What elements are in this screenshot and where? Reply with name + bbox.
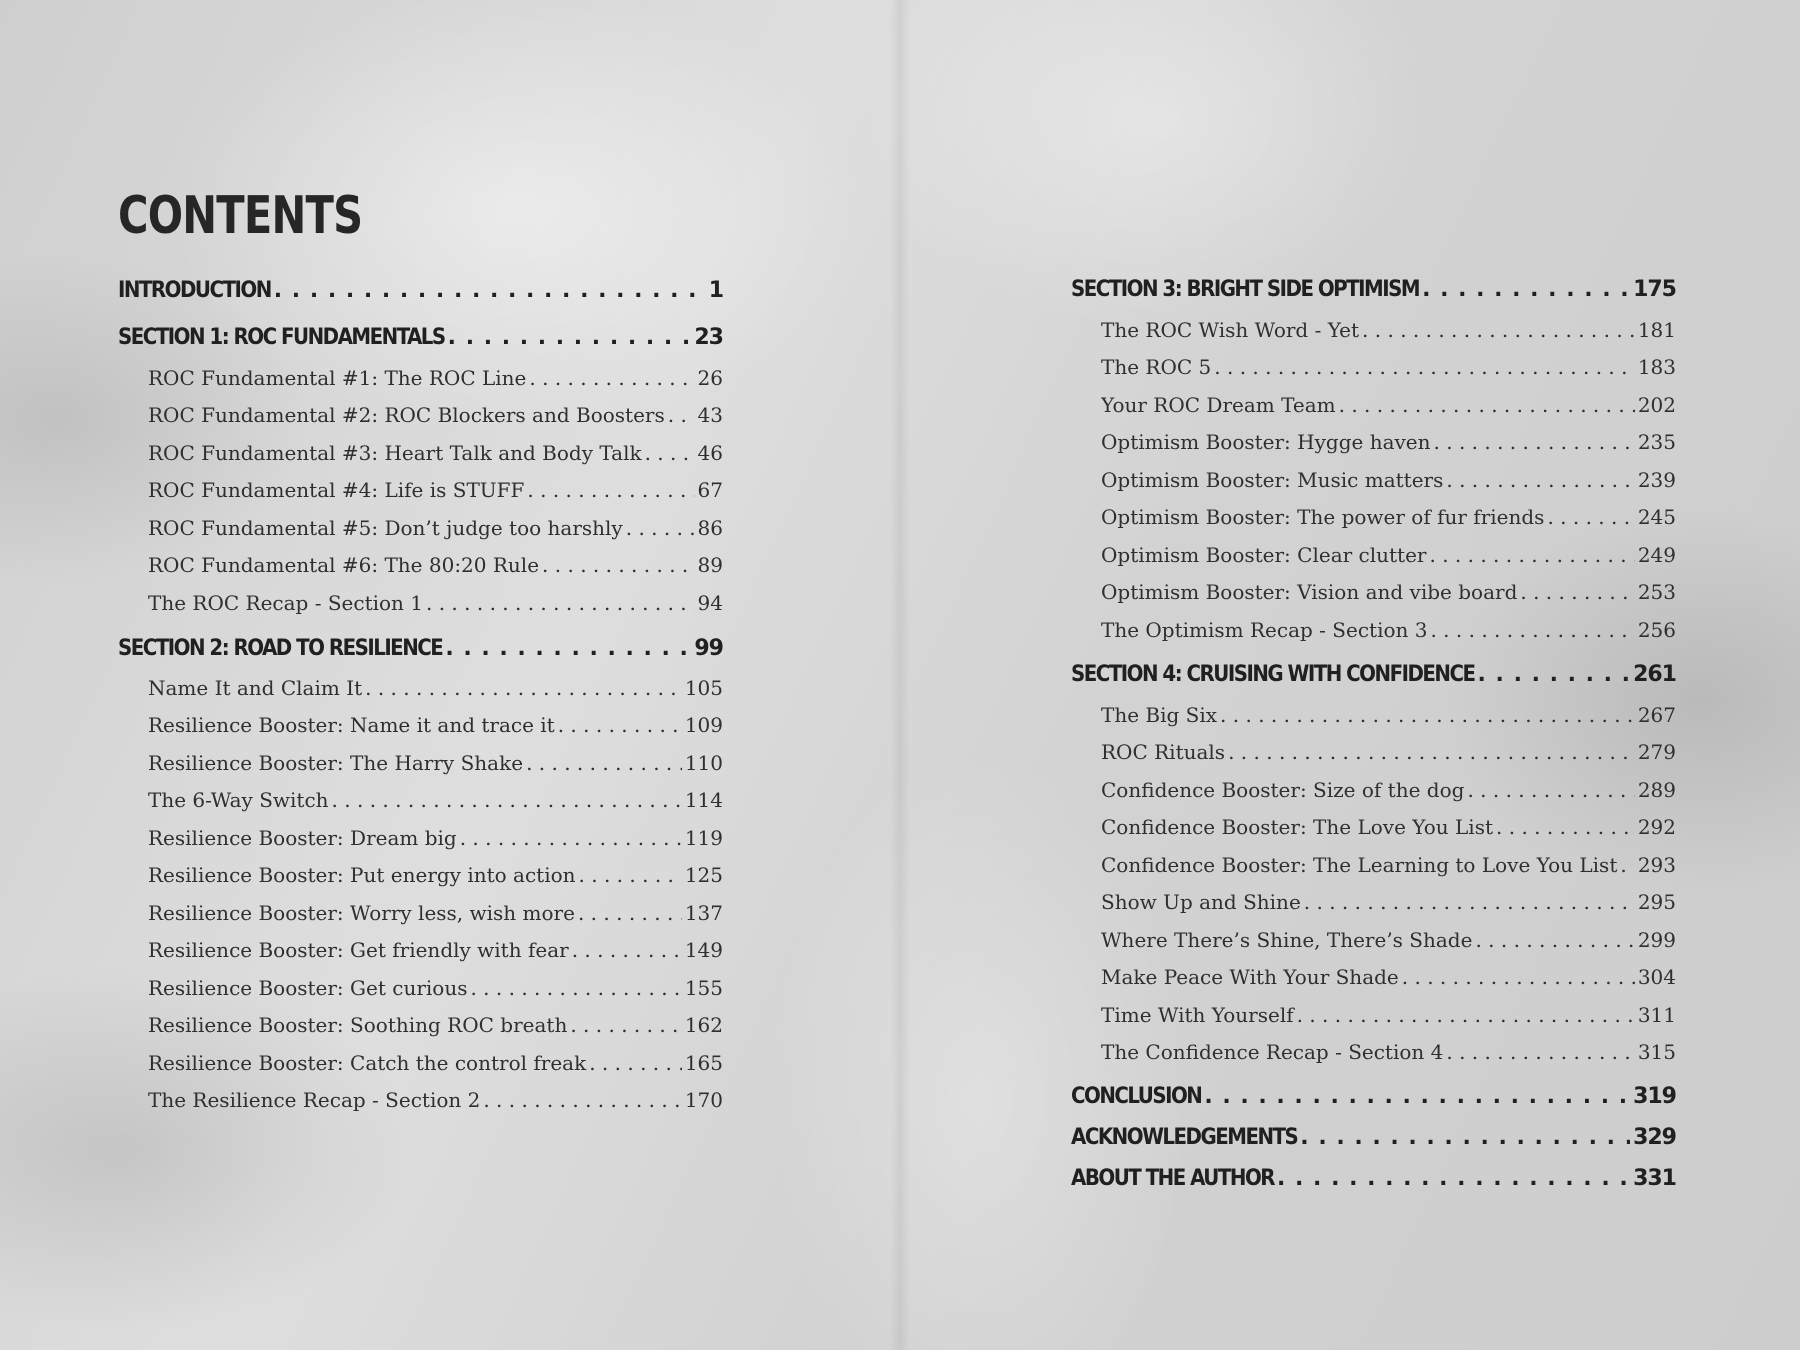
toc-page-number: 109 (684, 713, 723, 737)
dot-leader (1422, 276, 1630, 304)
dot-leader (365, 675, 682, 701)
dot-leader (1429, 542, 1634, 568)
toc-page-number: 249 (1637, 543, 1676, 567)
toc-entry-title: Optimism Booster: Hygge haven (1101, 430, 1431, 454)
toc-entry-title: Make Peace With Your Shade (1101, 965, 1399, 989)
toc-entry (148, 590, 723, 616)
toc-entry-title: The Confidence Recap - Section 4 (1101, 1040, 1444, 1064)
toc-entry-title: Resilience Booster: Get friendly with fear (148, 938, 569, 962)
toc-entry-title: ROC Fundamental #4: Life is STUFF (148, 478, 525, 502)
toc-page-number: 137 (684, 901, 723, 925)
toc-entry-title: Confidence Booster: Size of the dog (1101, 778, 1465, 802)
dot-leader (1446, 467, 1634, 493)
toc-entry (148, 900, 723, 926)
toc-page-number: 202 (1637, 393, 1676, 417)
dot-leader (1520, 579, 1634, 605)
toc-page-number: 239 (1637, 468, 1676, 492)
toc-page-number: 304 (1637, 965, 1676, 989)
dot-leader (1620, 852, 1634, 878)
toc-entry-title: Name It and Claim It (148, 676, 363, 700)
toc-section-entry (1071, 661, 1676, 689)
toc-page-number: 253 (1637, 580, 1676, 604)
toc-page-number: 165 (684, 1051, 723, 1075)
toc-entry-title: The Optimism Recap - Section 3 (1101, 618, 1428, 642)
toc-page-number: 99 (694, 636, 723, 661)
toc-entry (148, 1050, 723, 1076)
dot-leader (1300, 1124, 1630, 1152)
toc-entry-title: The 6-Way Switch (148, 788, 329, 812)
dot-leader (526, 750, 682, 776)
toc-entry-title: SECTION 1: ROC FUNDAMENTALS (118, 325, 445, 350)
toc-entry (1101, 1039, 1676, 1065)
dot-leader (1496, 814, 1635, 840)
toc-entry (1101, 429, 1676, 455)
dot-leader (1339, 392, 1635, 418)
toc-entry (148, 1012, 723, 1038)
toc-page-number: 289 (1637, 778, 1676, 802)
toc-entry (148, 477, 723, 503)
toc-page-number: 267 (1637, 703, 1676, 727)
toc-entry-title: CONCLUSION (1071, 1084, 1202, 1109)
toc-entry-title: Your ROC Dream Team (1101, 393, 1336, 417)
toc-entry-title: Resilience Booster: Catch the control freak (148, 1051, 587, 1075)
toc-entry (1101, 392, 1676, 418)
toc-section-entry (1071, 276, 1676, 304)
toc-entry-title: Resilience Booster: Get curious (148, 976, 468, 1000)
toc-entry-title: Confidence Booster: The Love You List (1101, 815, 1494, 839)
toc-page-number: 256 (1637, 618, 1676, 642)
dot-leader (1446, 1039, 1634, 1065)
toc-page-number: 261 (1633, 662, 1676, 687)
toc-entry (148, 937, 723, 963)
toc-page-number: 94 (697, 591, 723, 615)
dot-leader (470, 975, 681, 1001)
toc-entry (148, 552, 723, 578)
toc-entry-title: The ROC Recap - Section 1 (148, 591, 423, 615)
toc-page-number: 235 (1637, 430, 1676, 454)
toc-page-number: 292 (1637, 815, 1676, 839)
toc-page-number: 119 (684, 826, 723, 850)
toc-page-number: 46 (697, 441, 723, 465)
toc-page-number: 181 (1637, 318, 1676, 342)
toc-entry-title: Where There’s Shine, There’s Shade (1101, 928, 1473, 952)
dot-leader (668, 402, 695, 428)
toc-page-number: 245 (1637, 505, 1676, 529)
toc-entry-title: Optimism Booster: Vision and vibe board (1101, 580, 1518, 604)
toc-entry-title: ROC Fundamental #3: Heart Talk and Body Talk (148, 441, 642, 465)
toc-entry (1101, 777, 1676, 803)
toc-entry-title: SECTION 3: BRIGHT SIDE OPTIMISM (1071, 277, 1420, 302)
toc-entry (1101, 702, 1676, 728)
toc-entry-title: Optimism Booster: The power of fur friends (1101, 505, 1545, 529)
toc-page-number: 170 (684, 1088, 723, 1112)
toc-page-number: 183 (1637, 355, 1676, 379)
dot-leader (483, 1087, 681, 1113)
toc-entry (1101, 739, 1676, 765)
toc-entry (1101, 317, 1676, 343)
toc-entry (148, 440, 723, 466)
toc-entry-title: Resilience Booster: Dream big (148, 826, 457, 850)
dot-leader (460, 825, 682, 851)
toc-entry-title: ROC Fundamental #5: Don’t judge too harshly (148, 516, 623, 540)
dot-leader (529, 365, 694, 391)
toc-page-number: 105 (684, 676, 723, 700)
toc-entry (148, 787, 723, 813)
dot-leader (542, 552, 695, 578)
toc-entry-title: Optimism Booster: Music matters (1101, 468, 1444, 492)
toc-page-number: 293 (1637, 853, 1676, 877)
toc-page-number: 331 (1633, 1166, 1676, 1191)
dot-leader (1220, 702, 1635, 728)
dot-leader (274, 277, 706, 305)
dot-leader (1478, 661, 1631, 689)
dot-leader (578, 900, 682, 926)
dot-leader (1434, 429, 1635, 455)
toc-page-number: 279 (1637, 740, 1676, 764)
dot-leader (589, 1050, 682, 1076)
dot-leader (1467, 777, 1634, 803)
toc-page-number: 89 (697, 553, 723, 577)
toc-page-number: 114 (684, 788, 723, 812)
toc-page-number: 329 (1633, 1125, 1676, 1150)
toc-entry-title: ROC Fundamental #6: The 80:20 Rule (148, 553, 540, 577)
toc-entry (148, 825, 723, 851)
toc-entry (1101, 504, 1676, 530)
page-title: CONTENTS (118, 186, 363, 246)
toc-entry-title: Resilience Booster: Put energy into action (148, 863, 576, 887)
dot-leader (1277, 1165, 1630, 1193)
dot-leader (527, 477, 694, 503)
toc-entry-title: SECTION 4: CRUISING WITH CONFIDENCE (1071, 662, 1475, 687)
toc-page-number: 311 (1637, 1003, 1676, 1027)
dot-leader (626, 515, 695, 541)
toc-entry-title: Time With Yourself (1101, 1003, 1294, 1027)
toc-entry (148, 750, 723, 776)
toc-page-number: 319 (1633, 1084, 1676, 1109)
toc-entry (1101, 617, 1676, 643)
toc-page-number: 162 (684, 1013, 723, 1037)
dot-leader (1228, 739, 1635, 765)
dot-leader (1304, 889, 1635, 915)
toc-entry-title: The Big Six (1101, 703, 1218, 727)
dot-leader (1297, 1002, 1635, 1028)
toc-entry (148, 402, 723, 428)
toc-page-number: 149 (684, 938, 723, 962)
toc-entry (1101, 579, 1676, 605)
toc-entry (1101, 542, 1676, 568)
toc-page-number: 110 (684, 751, 723, 775)
toc-entry (148, 515, 723, 541)
toc-page-number: 299 (1637, 928, 1676, 952)
toc-page-number: 67 (697, 478, 723, 502)
dot-leader (448, 324, 692, 352)
toc-entry-title: Resilience Booster: Worry less, wish more (148, 901, 575, 925)
toc-entry (1101, 467, 1676, 493)
dot-leader (1475, 927, 1634, 953)
toc-section-entry (118, 277, 723, 305)
toc-page-number: 23 (694, 325, 723, 350)
dot-leader (570, 1012, 681, 1038)
toc-entry (1101, 964, 1676, 990)
toc-page-number: 43 (697, 403, 723, 427)
dot-leader (1402, 964, 1635, 990)
toc-entry (148, 862, 723, 888)
dot-leader (645, 440, 695, 466)
dot-leader (1430, 617, 1634, 643)
toc-entry-title: Confidence Booster: The Learning to Love You List (1101, 853, 1618, 877)
toc-entry (1101, 1002, 1676, 1028)
toc-entry (148, 975, 723, 1001)
toc-entry-title: ROC Fundamental #2: ROC Blockers and Boosters (148, 403, 665, 427)
toc-entry (1101, 814, 1676, 840)
toc-section-entry (1071, 1165, 1676, 1193)
toc-section-entry (1071, 1083, 1676, 1111)
toc-entry-title: The ROC Wish Word - Yet (1101, 318, 1360, 342)
toc-entry-title: The ROC 5 (1101, 355, 1212, 379)
toc-entry-title: ABOUT THE AUTHOR (1071, 1166, 1275, 1191)
toc-page-number: 295 (1637, 890, 1676, 914)
toc-entry (1101, 852, 1676, 878)
toc-page-number: 125 (684, 863, 723, 887)
toc-page-number: 175 (1633, 277, 1676, 302)
dot-leader (558, 712, 682, 738)
page-gutter (890, 0, 910, 1350)
toc-page-number: 1 (708, 278, 723, 303)
toc-page-number: 155 (684, 976, 723, 1000)
toc-entry-title: The Resilience Recap - Section 2 (148, 1088, 481, 1112)
toc-page-number: 26 (697, 366, 723, 390)
toc-entry (1101, 889, 1676, 915)
toc-entry-title: Resilience Booster: Name it and trace it (148, 713, 555, 737)
toc-entry (1101, 354, 1676, 380)
dot-leader (1547, 504, 1634, 530)
dot-leader (1362, 317, 1635, 343)
toc-entry-title: Optimism Booster: Clear clutter (1101, 543, 1427, 567)
dot-leader (579, 862, 682, 888)
toc-section-entry (1071, 1124, 1676, 1152)
toc-section-entry (118, 324, 723, 352)
toc-entry-title: Resilience Booster: The Harry Shake (148, 751, 524, 775)
dot-leader (1214, 354, 1635, 380)
dot-leader (426, 590, 695, 616)
dot-leader (445, 635, 691, 663)
toc-entry (148, 365, 723, 391)
dot-leader (572, 937, 682, 963)
toc-entry-title: ROC Fundamental #1: The ROC Line (148, 366, 527, 390)
toc-entry (148, 1087, 723, 1113)
dot-leader (332, 787, 682, 813)
toc-entry (1101, 927, 1676, 953)
toc-page-number: 86 (697, 516, 723, 540)
toc-section-entry (118, 635, 723, 663)
toc-entry-title: Show Up and Shine (1101, 890, 1301, 914)
toc-entry (148, 712, 723, 738)
toc-entry (148, 675, 723, 701)
dot-leader (1204, 1083, 1630, 1111)
toc-entry-title: ACKNOWLEDGEMENTS (1071, 1125, 1298, 1150)
toc-entry-title: Resilience Booster: Soothing ROC breath (148, 1013, 568, 1037)
toc-page-number: 315 (1637, 1040, 1676, 1064)
toc-entry-title: INTRODUCTION (118, 278, 271, 303)
toc-entry-title: ROC Rituals (1101, 740, 1226, 764)
toc-entry-title: SECTION 2: ROAD TO RESILIENCE (118, 636, 443, 661)
